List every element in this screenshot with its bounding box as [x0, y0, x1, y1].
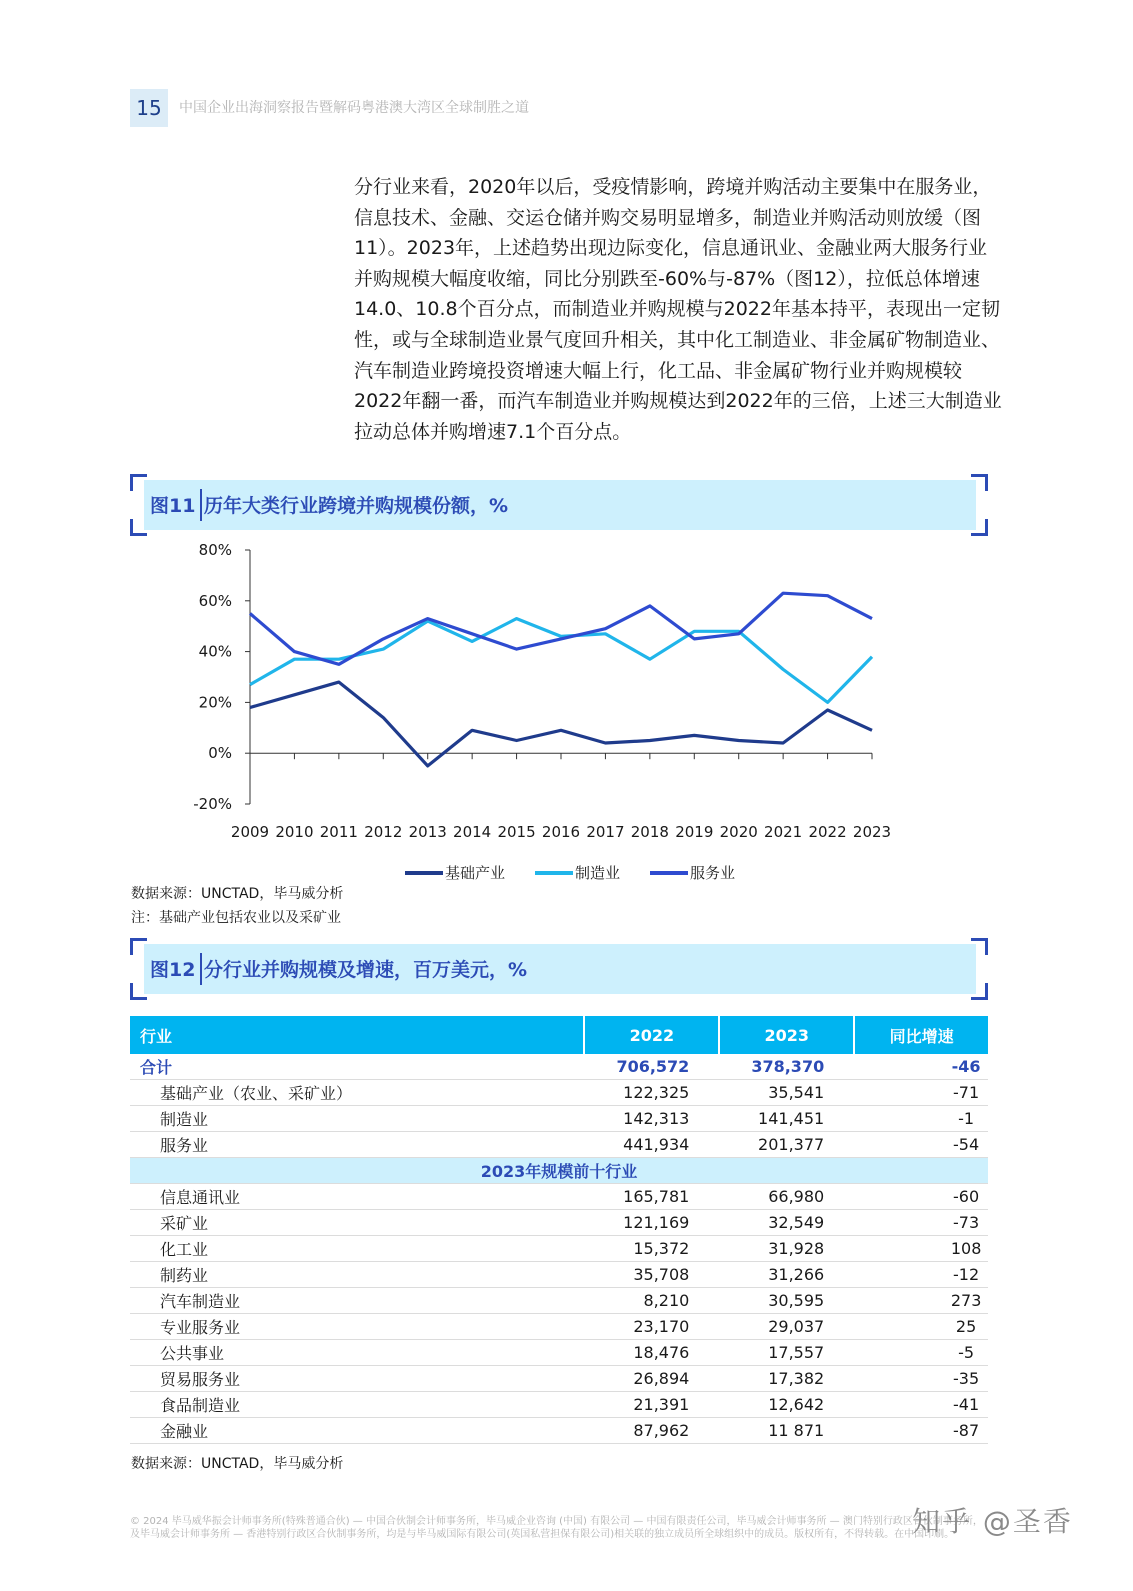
figure11-title-bar [130, 474, 988, 536]
x-tick-label: 2013 [408, 823, 447, 841]
cell-2022: 26,894 [584, 1366, 719, 1392]
cell-industry: 制药业 [130, 1262, 584, 1288]
figure12-title-bar [130, 938, 988, 1000]
cell-2022: 15,372 [584, 1236, 719, 1262]
legend-swatch [535, 871, 573, 875]
table-row [130, 1262, 988, 1288]
cell-2023: 17,557 [719, 1340, 854, 1366]
cell-2022: 35,708 [584, 1262, 719, 1288]
cell-industry: 制造业 [130, 1106, 584, 1132]
section-row [130, 1158, 988, 1184]
chart-legend [405, 862, 735, 883]
cell-2023: 66,980 [719, 1184, 854, 1210]
x-tick-label: 2016 [541, 823, 581, 841]
cell-growth: -41 [854, 1392, 988, 1418]
legend-item [535, 862, 620, 883]
legend-item [650, 862, 735, 883]
figure11-source: 数据来源：UNCTAD，毕马威分析 [131, 886, 344, 902]
x-tick-label: 2014 [453, 823, 492, 841]
y-tick-label: 20% [198, 693, 232, 712]
cell-2023: 30,595 [719, 1288, 854, 1314]
cell-2022: 121,169 [584, 1210, 719, 1236]
cell-2022: 21,391 [584, 1392, 719, 1418]
cell-2023: 12,642 [719, 1392, 854, 1418]
body-paragraph: 分行业来看，2020年以后，受疫情影响，跨境并购活动主要集中在服务业，信息技术、金融、交运仓储并购交易明显增多，制造业并购活动则放缓（图11）。2023年，上述趋势出现边际变化，信息通讯业、金融业两大服务行业并购规模大幅度收缩，同比分别跌至-60%与-87%（图12），拉低总体增速14.0、10.8个百分点，而制造业并购规模与2022年基本持平，表现出一定韧性，或与全球制造业景气度回升相关，其中化工制造业、非金属矿物制造业、汽车制造业跨境投资增速大幅上行，化工品、非金属矿物行业并购规模较2022年翻一番，而汽车制造业并购规模达到2022年的三倍，上述三大制造业拉动总体并购增速7.1个百分点。 [354, 176, 1002, 443]
table-header-row [130, 1016, 988, 1054]
figure12-source: 数据来源：UNCTAD，毕马威分析 [131, 1456, 344, 1472]
cell-growth: -60 [854, 1184, 988, 1210]
cell-2023: 11 871 [719, 1418, 854, 1444]
cell-growth: -12 [854, 1262, 988, 1288]
cell-2023: 32,549 [719, 1210, 854, 1236]
legend-label: 服务业 [690, 864, 736, 882]
cell-growth: -46 [854, 1054, 988, 1080]
table-row [130, 1236, 988, 1262]
cell-2022: 23,170 [584, 1314, 719, 1340]
y-tick-label: 0% [208, 744, 232, 763]
figure12-label: 图12 [150, 959, 196, 981]
header-2022: 2022 [584, 1016, 719, 1054]
table-row [130, 1392, 988, 1418]
legend-item [405, 862, 505, 883]
legend-swatch [650, 871, 688, 875]
cell-2022: 18,476 [584, 1340, 719, 1366]
table-row [130, 1314, 988, 1340]
table-row [130, 1288, 988, 1314]
x-tick-label: 2019 [675, 823, 714, 841]
cell-growth: -87 [854, 1418, 988, 1444]
cell-industry: 信息通讯业 [130, 1184, 584, 1210]
figure12-caption: 分行业并购规模及增速，百万美元，% [204, 959, 528, 981]
cell-2022: 165,781 [584, 1184, 719, 1210]
table-row [130, 1132, 988, 1158]
cell-2023: 31,928 [719, 1236, 854, 1262]
header-title: 中国企业出海洞察报告暨解码粤港澳大湾区全球制胜之道 [179, 100, 529, 116]
cell-growth: 273 [854, 1288, 988, 1314]
y-tick-label: -20% [193, 795, 232, 813]
figure11-caption: 历年大类行业跨境并购规模份额，% [204, 495, 509, 517]
line-chart [180, 530, 920, 890]
x-tick-label: 2022 [808, 823, 847, 841]
cell-industry: 化工业 [130, 1236, 584, 1262]
cell-2023: 17,382 [719, 1366, 854, 1392]
table-row [130, 1210, 988, 1236]
cell-growth: -35 [854, 1366, 988, 1392]
cell-industry: 合计 [130, 1054, 584, 1080]
x-tick-label: 2009 [230, 823, 270, 841]
cell-growth: 25 [854, 1314, 988, 1340]
header-growth: 同比增速 [854, 1016, 988, 1054]
y-tick-label: 60% [198, 591, 232, 610]
title-separator [200, 489, 202, 521]
x-tick-label: 2010 [275, 823, 314, 841]
table-row [130, 1106, 988, 1132]
cell-growth: -5 [854, 1340, 988, 1366]
x-tick-label: 2023 [852, 823, 892, 841]
cell-growth: -54 [854, 1132, 988, 1158]
industry-ma-table [130, 1016, 988, 1444]
figure11-note: 注：基础产业包括农业以及采矿业 [131, 910, 341, 926]
cell-2022: 87,962 [584, 1418, 719, 1444]
cell-industry: 基础产业（农业、采矿业） [130, 1080, 584, 1106]
table-row [130, 1366, 988, 1392]
cell-growth: 108 [854, 1236, 988, 1262]
table-row [130, 1340, 988, 1366]
cell-2022: 8,210 [584, 1288, 719, 1314]
y-tick-label: 80% [198, 541, 232, 559]
watermark: 知乎 @圣香 [912, 1505, 1073, 1538]
cell-growth: -1 [854, 1106, 988, 1132]
header-industry: 行业 [130, 1016, 584, 1054]
legend-label: 制造业 [575, 864, 621, 882]
legal-footer: © 2024 毕马威华振会计师事务所(特殊普通合伙) — 中国合伙制会计师事务所，毕马威企业咨询 (中国) 有限公司 — 中国有限责任公司，毕马威会计师事务所 — 澳门特别行政区合伙制事务所，及毕马威会计师事务所 — 香港特别行政区合伙制事务所，均是与毕马威国际有限公司(英国私营担保有限公司)相关联的独立成员所全球组织中的成员。版权所有，不得转载。在中国印刷。 [130, 1516, 983, 1540]
series-line-3 [250, 593, 872, 664]
cell-industry: 服务业 [130, 1132, 584, 1158]
legend-swatch [405, 871, 443, 875]
cell-growth: -73 [854, 1210, 988, 1236]
x-tick-label: 2012 [364, 823, 403, 841]
cell-2023: 31,266 [719, 1262, 854, 1288]
page-number: 15 [130, 89, 168, 127]
cell-industry: 采矿业 [130, 1210, 584, 1236]
cell-2022: 142,313 [584, 1106, 719, 1132]
total-row [130, 1054, 988, 1080]
table-row [130, 1080, 988, 1106]
legend-label: 基础产业 [445, 864, 506, 882]
cell-2022: 122,325 [584, 1080, 719, 1106]
figure11-label: 图11 [150, 495, 196, 517]
cell-industry: 汽车制造业 [130, 1288, 584, 1314]
x-tick-label: 2011 [319, 823, 358, 841]
chart-svg [180, 530, 920, 850]
cell-industry: 食品制造业 [130, 1392, 584, 1418]
title-separator [200, 953, 202, 985]
header-2023: 2023 [719, 1016, 854, 1054]
x-tick-label: 2018 [630, 823, 669, 841]
y-tick-label: 40% [198, 642, 232, 661]
cell-industry: 公共事业 [130, 1340, 584, 1366]
cell-2022: 441,934 [584, 1132, 719, 1158]
section-title: 2023年规模前十行业 [130, 1158, 988, 1184]
x-tick-label: 2017 [586, 823, 625, 841]
x-tick-label: 2015 [497, 823, 536, 841]
table-row [130, 1418, 988, 1444]
cell-2023: 378,370 [719, 1054, 854, 1080]
cell-growth: -71 [854, 1080, 988, 1106]
cell-2023: 201,377 [719, 1132, 854, 1158]
cell-industry: 专业服务业 [130, 1314, 584, 1340]
x-tick-label: 2021 [764, 823, 803, 841]
cell-2023: 35,541 [719, 1080, 854, 1106]
cell-2023: 141,451 [719, 1106, 854, 1132]
cell-2023: 29,037 [719, 1314, 854, 1340]
table-row [130, 1184, 988, 1210]
cell-industry: 金融业 [130, 1418, 584, 1444]
x-tick-label: 2020 [719, 823, 758, 841]
cell-industry: 贸易服务业 [130, 1366, 584, 1392]
cell-2022: 706,572 [584, 1054, 719, 1080]
